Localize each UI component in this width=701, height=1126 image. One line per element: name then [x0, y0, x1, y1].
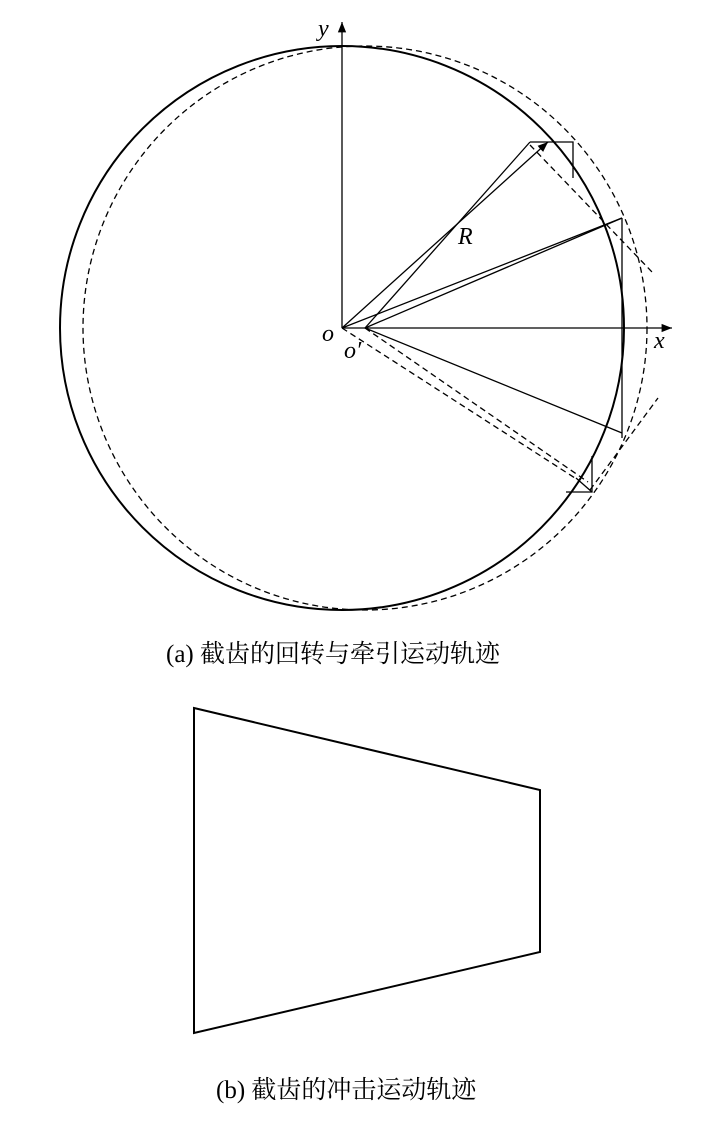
y-axis-label: y [318, 16, 329, 42]
tangent-dashed-upper [530, 145, 652, 272]
impact-trajectory-trapezoid [194, 708, 540, 1033]
radius-label: R [458, 224, 473, 250]
tooth-rect-lower-diag [576, 478, 592, 492]
x-axis-label: x [654, 328, 665, 354]
caption-a: (a) 截齿的回转与牵引运动轨迹 [166, 641, 500, 668]
tooth-ray-upper-1 [365, 142, 530, 328]
tangent-dashed-lower [590, 398, 658, 490]
diagram-b [194, 708, 540, 1033]
origin-label: o [322, 321, 334, 347]
tooth-rect-upper [530, 142, 573, 178]
tooth-ray-lower-1 [365, 328, 622, 433]
caption-b: (b) 截齿的冲击运动轨迹 [216, 1077, 477, 1104]
tooth-ray-lower-3-dashed [342, 328, 575, 478]
tooth-ray-upper-2 [342, 218, 622, 328]
diagram-a [60, 16, 672, 610]
origin-shifted-label: o′ [344, 338, 362, 364]
radius-arrow [342, 142, 548, 328]
